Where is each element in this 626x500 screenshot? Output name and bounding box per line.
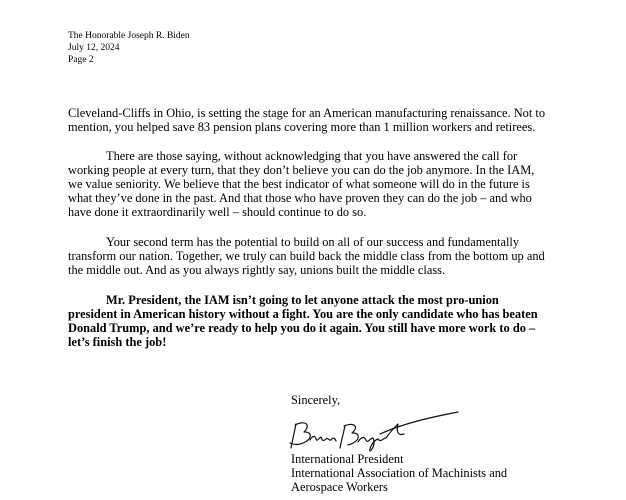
signer-organization-line-2: Aerospace Workers	[291, 480, 388, 494]
paragraph-2-line-4: what they’ve done in the past. And that those who have proven they can do the job – and who	[68, 191, 532, 205]
paragraph-2-line-3: we value seniority. We believe that the best indicator of what someone will do in the future is	[68, 177, 530, 191]
paragraph-4-line-1: Mr. President, the IAM isn’t going to let anyone attack the most pro-union	[106, 293, 499, 307]
paragraph-4-line-2: president in American history without a fight. You are the only candidate who has beaten	[68, 307, 538, 321]
paragraph-1-line-1: Cleveland-Cliffs in Ohio, is setting the stage for an American manufacturing renaissance. Not to	[68, 106, 546, 120]
header-date: July 12, 2024	[68, 43, 120, 53]
paragraph-3-line-3: the middle out. And as you always rightly say, unions built the middle class.	[68, 263, 446, 277]
paragraph-3-line-1: Your second term has the potential to build on all of our success and fundamentally	[106, 235, 520, 249]
paragraph-3-line-2: transform our nation. Together, we truly can build back the middle class from the bottom up and	[68, 249, 545, 263]
header-page-number: Page 2	[68, 55, 94, 65]
closing-salutation: Sincerely,	[291, 393, 341, 407]
paragraph-1-line-2: mention, you helped save 83 pension plans covering more than 1 million workers and retirees.	[68, 120, 536, 134]
paragraph-4-line-3: Donald Trump, and we’re ready to help you do it again. You still have more work to do –	[68, 321, 536, 335]
header-recipient: The Honorable Joseph R. Biden	[68, 31, 190, 41]
paragraph-2-line-5: have done it extraordinarily well – should continue to do so.	[68, 205, 367, 219]
paragraph-2-line-1: There are those saying, without acknowledging that you have answered the call for	[106, 149, 518, 163]
paragraph-4-line-4: let’s finish the job!	[68, 335, 167, 349]
handwritten-signature	[282, 404, 462, 454]
signer-organization-line-1: International Association of Machinists and	[291, 466, 508, 480]
paragraph-2-line-2: working people at every turn, that they don’t believe you can do the job anymore. In the IAM,	[68, 163, 535, 177]
signer-title: International President	[291, 452, 404, 466]
